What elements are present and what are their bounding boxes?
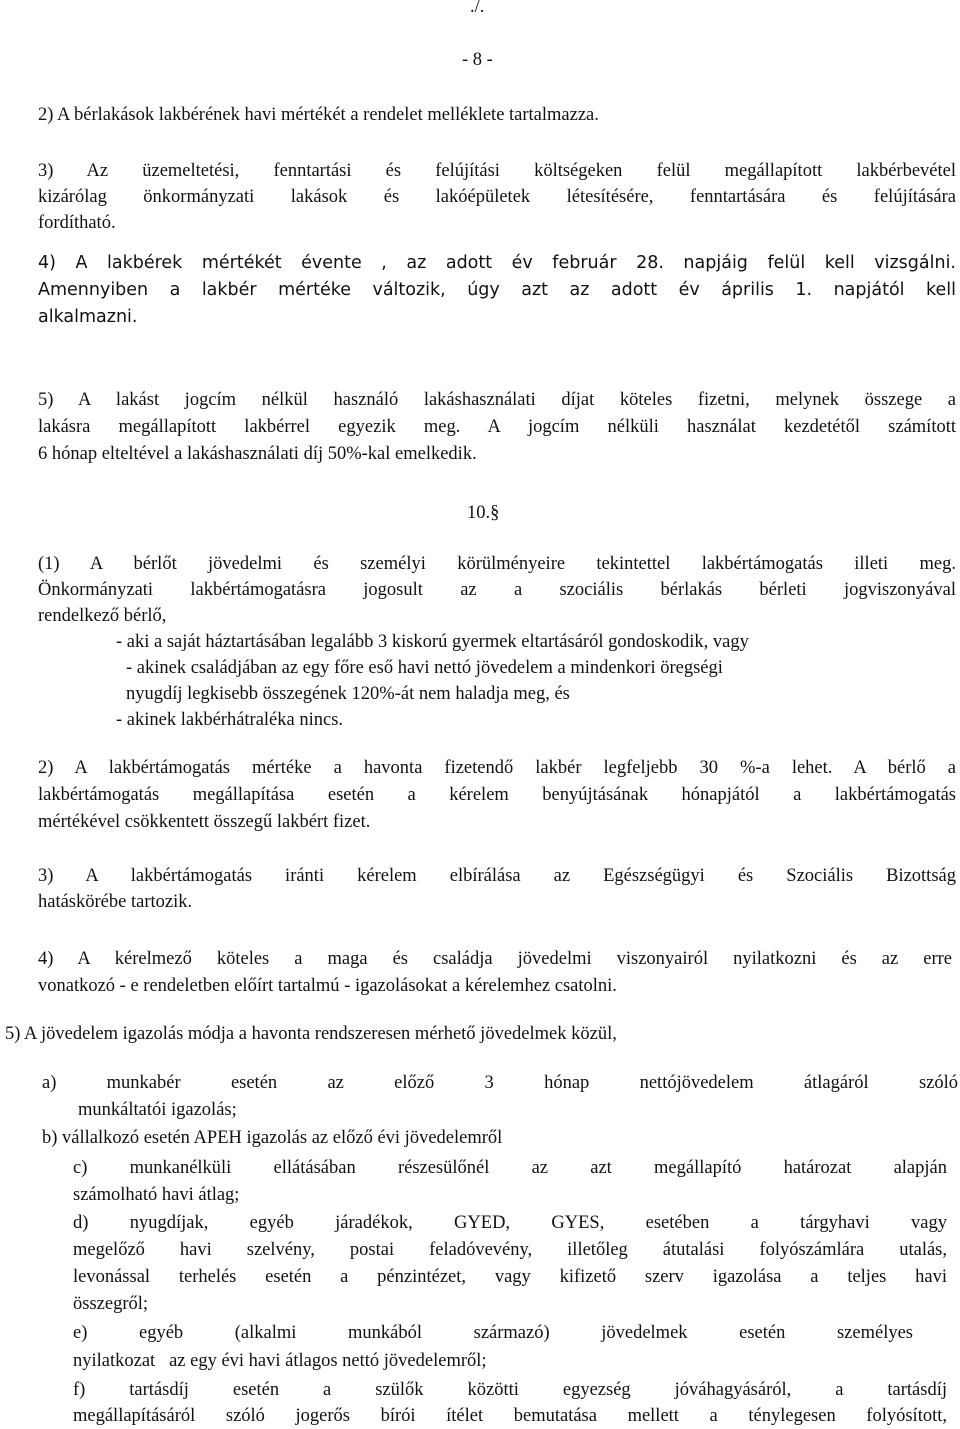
section-4-line-1: 4) A kérelmező köteles a maga és családja jövedelmi viszonyairól nyilatkozni és az erre: [38, 949, 952, 969]
section-2-line-1: 2) A lakbértámogatás mértéke a havonta fizetendő lakbér legfeljebb 30 %-a lehet. A bérlő a: [38, 758, 956, 778]
item-e-line-1: e) egyéb (alkalmi munkából származó) jövedelmek esetén személyes: [73, 1323, 913, 1343]
continuation-mark: ./.: [470, 0, 485, 17]
item-b: b) vállalkozó esetén APEH igazolás az előző évi jövedelemről: [42, 1128, 503, 1148]
paragraph-3-line-1: 3) Az üzemeltetési, fenntartási és felújítási költségeken felül megállapított lakbérbevétel: [38, 161, 956, 181]
item-d-line-2: megelőző havi szelvény, postai feladóvevény, illetőleg átutalási folyószámlára utalás,: [73, 1240, 947, 1260]
item-d-line-3: levonással terhelés esetén a pénzintézet, vagy kifizető szerv igazolása a teljes havi: [73, 1267, 947, 1287]
section-2-line-3: mértékével csökkentett összegű lakbért fizet.: [38, 812, 371, 832]
item-c-line-2: számolható havi átlag;: [73, 1185, 240, 1205]
section-5-intro: 5) A jövedelem igazolás módja a havonta rendszeresen mérhető jövedelmek közül,: [5, 1024, 617, 1044]
paragraph-4-line-2: Amennyiben a lakbér mértéke változik, úgy azt az adott év április 1. napjától kell: [38, 280, 956, 300]
condition-1: - aki a saját háztartásában legalább 3 kiskorú gyermek eltartásáról gondoskodik, vagy: [116, 632, 749, 652]
item-d-line-4: összegről;: [73, 1294, 149, 1314]
item-e-line-2: nyilatkozat az egy évi havi átlagos nettó jövedelemről;: [73, 1351, 487, 1371]
paragraph-4-line-3: alkalmazni.: [38, 307, 138, 327]
paragraph-3-line-2: kizárólag önkormányzati lakások és lakóépületek létesítésére, fenntartására és felújítására: [38, 187, 956, 207]
paragraph-2: 2) A bérlakások lakbérének havi mértékét a rendelet melléklete tartalmazza.: [38, 105, 599, 125]
section-1-line-3: rendelkező bérlő,: [38, 606, 167, 626]
section-1-line-2: Önkormányzati lakbértámogatásra jogosult az a szociális bérlakás bérleti jogviszonyával: [38, 580, 956, 600]
item-f-line-1: f) tartásdíj esetén a szülők közötti egyezség jóváhagyásáról, a tartásdíj: [73, 1380, 947, 1400]
section-3-line-1: 3) A lakbértámogatás iránti kérelem elbírálása az Egészségügyi és Szociális Bizottság: [38, 866, 956, 886]
paragraph-5-line-2: lakásra megállapított lakbérrel egyezik meg. A jogcím nélküli használat kezdetétől számított: [38, 417, 956, 437]
item-f-line-2: megállapításáról szóló jogerős bírói ítélet bemutatása mellett a ténylegesen folyósított,: [73, 1406, 947, 1426]
section-3-line-2: hatáskörébe tartozik.: [38, 892, 193, 912]
condition-3: - akinek lakbérhátraléka nincs.: [116, 710, 344, 730]
item-d-line-1: d) nyugdíjak, egyéb járadékok, GYED, GYES, esetében a tárgyhavi vagy: [73, 1213, 947, 1233]
section-4-line-2: vonatkozó - e rendeletben előírt tartalmú - igazolásokat a kérelemhez csatolni.: [38, 976, 617, 996]
paragraph-3-line-3: fordítható.: [38, 213, 116, 233]
paragraph-5-line-3: 6 hónap elteltével a lakáshasználati díj 50%-kal emelkedik.: [38, 444, 477, 464]
paragraph-5-line-1: 5) A lakást jogcím nélkül használó lakáshasználati díjat köteles fizetni, melynek összege a: [38, 390, 956, 410]
item-a-line-1: a) munkabér esetén az előző 3 hónap nettójövedelem átlagáról szóló: [42, 1073, 958, 1093]
paragraph-4-line-1: 4) A lakbérek mértékét évente , az adott év február 28. napjáig felül kell vizsgálni.: [38, 253, 956, 273]
section-1-line-1: (1) A bérlőt jövedelmi és személyi körülményeire tekintettel lakbértámogatás illeti meg.: [38, 554, 956, 574]
condition-2-line-1: - akinek családjában az egy főre eső havi nettó jövedelem a mindenkori öregségi: [126, 658, 723, 678]
item-c-line-1: c) munkanélküli ellátásában részesülőnél az azt megállapító határozat alapján: [73, 1158, 947, 1178]
item-a-line-2: munkáltatói igazolás;: [78, 1100, 237, 1120]
condition-2-line-2: nyugdíj legkisebb összegének 120%-át nem haladja meg, és: [126, 684, 570, 704]
section-2-line-2: lakbértámogatás megállapítása esetén a kérelem benyújtásának hónapjától a lakbértámogatás: [38, 785, 956, 805]
section-title: 10.§: [467, 503, 500, 523]
page-number: - 8 -: [462, 50, 493, 70]
